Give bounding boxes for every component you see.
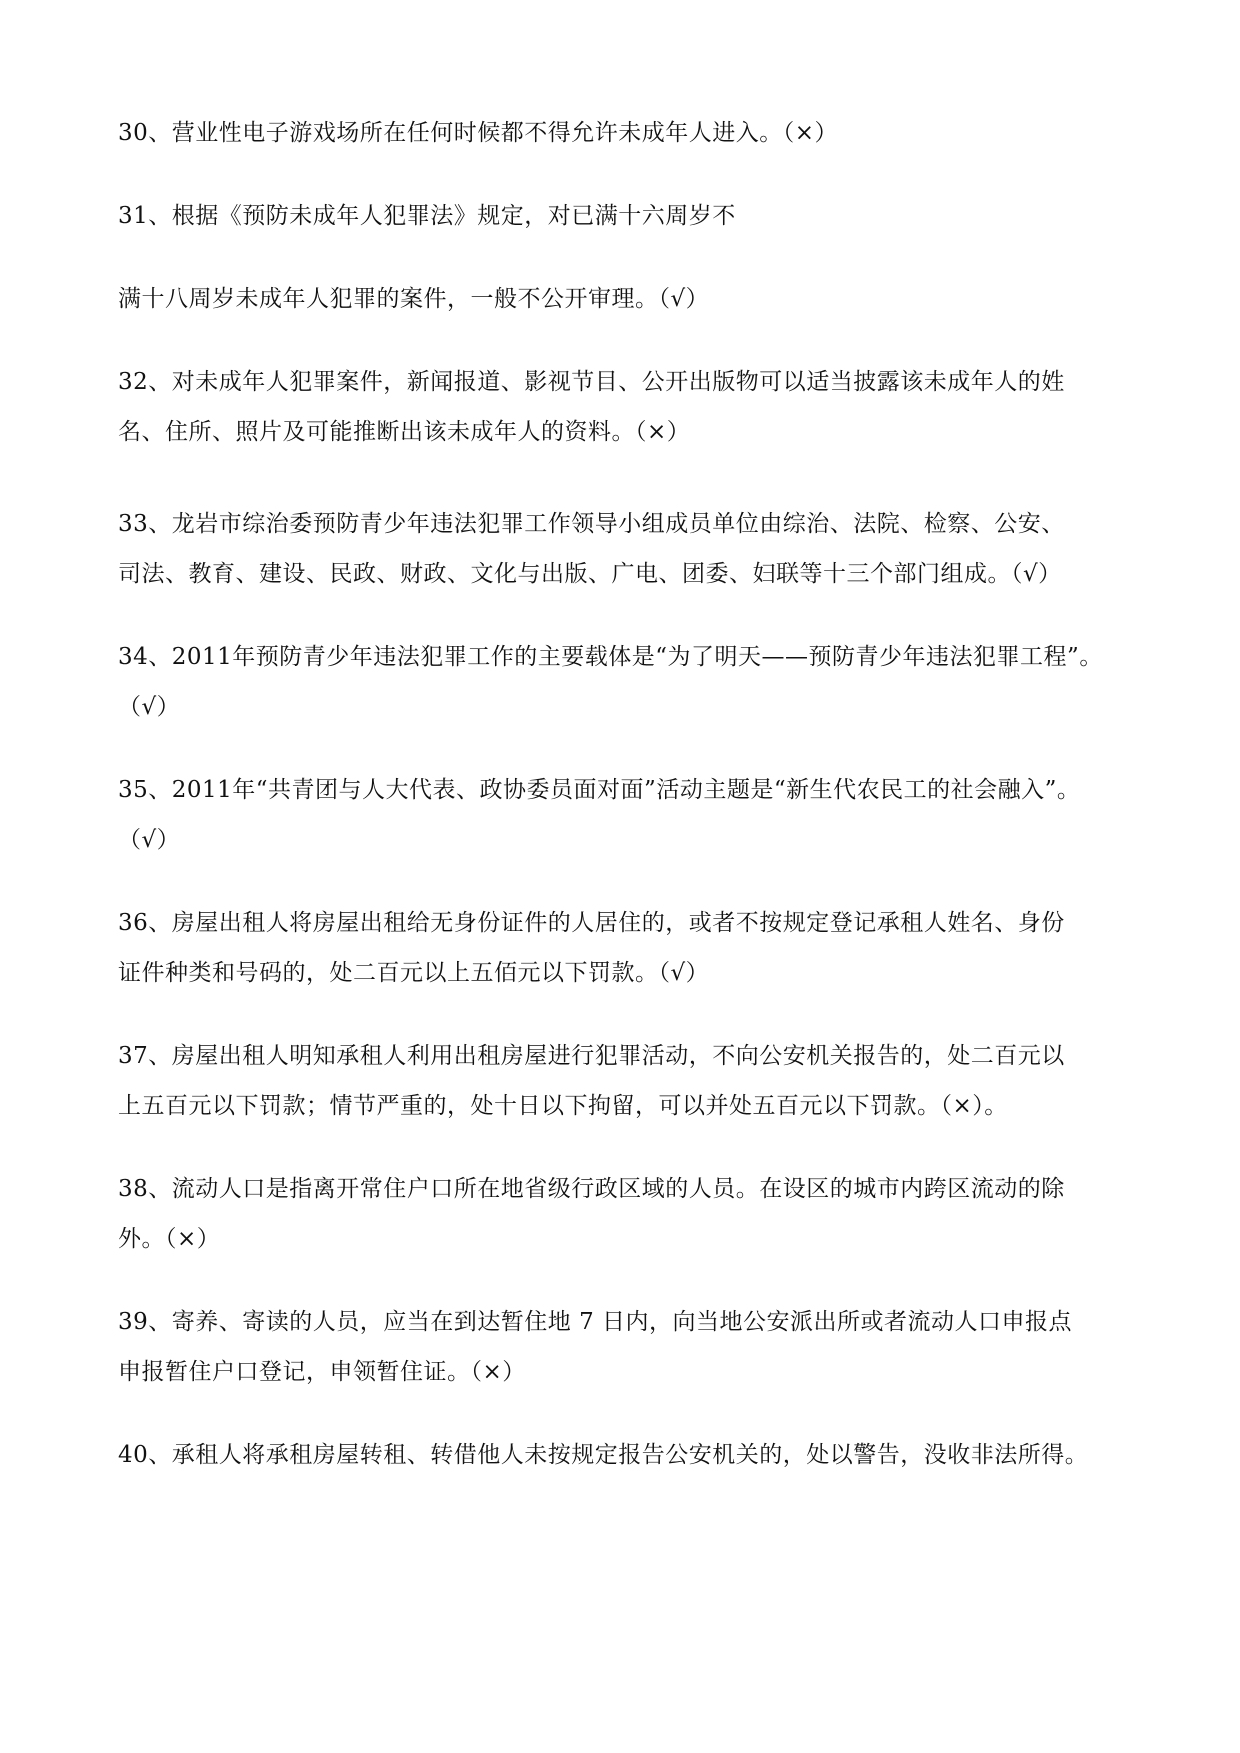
text-line-q39-a: 39、寄养、寄读的人员，应当在到达暂住地 7 日内，向当地公安派出所或者流动人口申报点 [118,1309,1073,1335]
text-line-q30: 30、营业性电子游戏场所在任何时候都不得允许未成年人进入。（×） [118,120,839,146]
text-line-q36-b: 证件种类和号码的，处二百元以上五佰元以下罚款。（√） [118,960,710,986]
text-line-q34-a: 34、2011年预防青少年违法犯罪工作的主要载体是“为了明天——预防青少年违法犯罪工程”。 [118,644,1103,670]
text-line-q33-a: 33、龙岩市综治委预防青少年违法犯罪工作领导小组成员单位由综治、法院、检察、公安、 [118,511,1065,537]
text-line-q31-a: 31、根据《预防未成年人犯罪法》规定，对已满十六周岁不 [118,203,736,229]
text-line-q36-a: 36、房屋出租人将房屋出租给无身份证件的人居住的，或者不按规定登记承租人姓名、身份 [118,910,1065,936]
text-line-q35-b: （√） [118,827,181,853]
text-line-q39-b: 申报暂住户口登记，申领暂住证。（×） [118,1359,526,1385]
text-line-q38-a: 38、流动人口是指离开常住户口所在地省级行政区域的人员。在设区的城市内跨区流动的除 [118,1176,1065,1202]
text-line-q32-a: 32、对未成年人犯罪案件，新闻报道、影视节目、公开出版物可以适当披露该未成年人的姓 [118,369,1065,395]
text-line-q35-a: 35、2011年“共青团与人大代表、政协委员面对面”活动主题是“新生代农民工的社会融入”。 [118,777,1081,803]
text-line-q37-a: 37、房屋出租人明知承租人利用出租房屋进行犯罪活动，不向公安机关报告的，处二百元以 [118,1043,1065,1069]
text-line-q31-b: 满十八周岁未成年人犯罪的案件，一般不公开审理。（√） [118,286,710,312]
text-line-q40: 40、承租人将承租房屋转租、转借他人未按规定报告公安机关的，处以警告，没收非法所得。 [118,1442,1089,1468]
text-line-q33-b: 司法、教育、建设、民政、财政、文化与出版、广电、团委、妇联等十三个部门组成。（√） [118,561,1062,587]
text-line-q38-b: 外。（×） [118,1226,221,1252]
text-line-q34-b: （√） [118,694,181,720]
text-line-q32-b: 名、住所、照片及可能推断出该未成年人的资料。（×） [118,419,691,445]
text-line-q37-b: 上五百元以下罚款；情节严重的，处十日以下拘留，可以并处五百元以下罚款。（×）。 [118,1093,1008,1119]
